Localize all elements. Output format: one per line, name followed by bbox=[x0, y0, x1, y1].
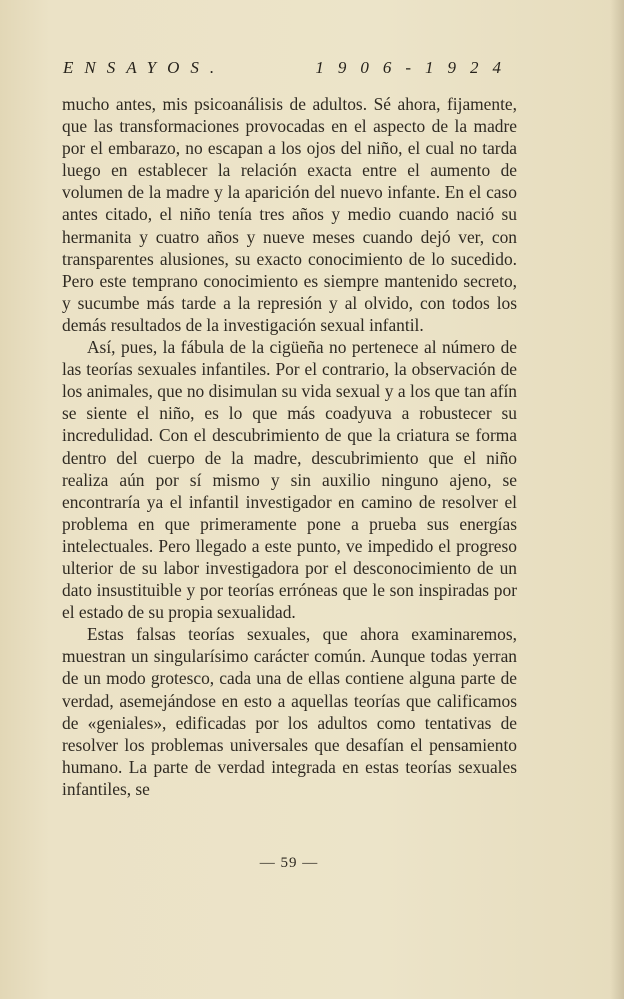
paragraph: Así, pues, la fábula de la cigüeña no pertenece al número de las teorías sexuales infantiles. Por el contrario, la observación de los animales, que no disimulan su vida sexual y a los que tan afín se siente el niño, es lo que más coadyuva a robustecer su incredulidad. Con el descubrimiento de que la criatura se forma dentro del cuerpo de la madre, descubrimiento que el niño realiza aún por sí mismo y sin auxilio ninguno ajeno, se encontraría ya el infantil investigador en camino de resolver el problema en que primeramente pone a prueba sus energías intelectuales. Pero llegado a este punto, ve impedido el progreso ulterior de su labor investigadora por el desconocimiento de un dato insustituible y por teorías erróneas que le son inspiradas por el estado de su propia sexualidad. bbox=[62, 337, 517, 623]
running-head bbox=[63, 58, 515, 78]
body-text bbox=[62, 93, 517, 800]
page-number: — 59 — bbox=[259, 855, 319, 871]
paragraph: Estas falsas teorías sexuales, que ahora examinaremos, muestran un singularísimo carácter común. Aunque todas yerran de un modo grotesco, cada una de ellas contiene alguna parte de verdad, asemejándose en esto a aquellas teorías que calificamos de «geniales», edificadas por los adultos como tentativas de resolver los problemas universales que desafían el pensamiento humano. La parte de verdad integrada en estas teorías sexuales infantiles, se bbox=[62, 624, 517, 799]
running-head-years: 1906-1924 bbox=[315, 58, 515, 77]
paragraph-continued: mucho antes, mis psicoanálisis de adultos. Sé ahora, fijamente, que las transformaciones provocadas en el aspecto de la madre por el embarazo, no escapan a los ojos del niño, el cual no tarda luego en establecer la relación exacta entre el aumento de volumen de la madre y la aparición del nuevo infante. En el caso antes citado, el niño tenía tres años y medio cuando nació su hermanita y cuatro años y nueve meses cuando dejó ver, con transparentes alusiones, su exacto conocimiento de lo sucedido. Pero este temprano conocimiento es siempre mantenido secreto, y sucumbe más tarde a la represión y al olvido, con todos los demás resultados de la investigación sexual infantil. bbox=[62, 94, 517, 335]
running-head-title: ENSAYOS. bbox=[63, 58, 226, 77]
